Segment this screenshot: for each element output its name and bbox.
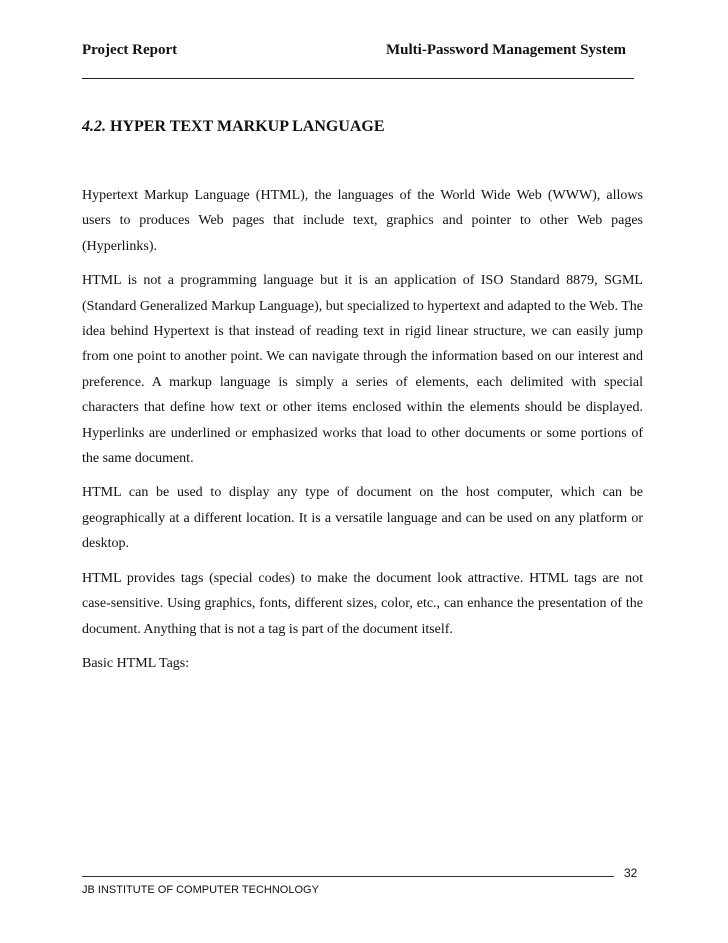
paragraph-intro: Hypertext Markup Language (HTML), the languages of the World Wide Web (WWW), allows users to produces Web pages that include text, graphics and pointer to other Web pages (Hyperlinks). — [82, 188, 643, 254]
paragraph-definition: HTML is not a programming language but it is an application of ISO Standard 8879, SGML (Standard Generalized Markup Language), but specialized to hypertext and adapted to the Web. The idea behind Hypertext is that instead of reading text in rigid linear structure, we can easily jump from one point to another point. We can navigate through the information based on our interest and preference. A markup language is simply a series of elements, each delimited with special characters that define how text or other items enclosed within the elements should be displayed. Hyperlinks are underlined or emphasized works that load to other documents or some portions of the same document. — [82, 273, 643, 467]
footer-institute: JB INSTITUTE OF COMPUTER TECHNOLOGY — [82, 884, 319, 896]
page-header — [82, 42, 640, 64]
section-title: HYPER TEXT MARKUP LANGUAGE — [110, 118, 385, 135]
header-left-title: Project Report — [82, 42, 178, 58]
section-heading — [82, 118, 385, 136]
page-number: 32 — [624, 866, 638, 880]
paragraph-tags: HTML provides tags (special codes) to make the document look attractive. HTML tags are not case-sensitive. Using graphics, fonts, different sizes, color, etc., can enhance the presentation of the document. Anything that is not a tag is part of the document itself. — [82, 570, 643, 637]
header-rule — [82, 78, 634, 79]
footer-rule — [82, 876, 614, 877]
header-right-title: Multi-Password Management System — [386, 42, 626, 58]
section-number: 4.2. — [82, 118, 106, 135]
body-text — [82, 183, 643, 685]
paragraph-versatility: HTML can be used to display any type of document on the host computer, which can be geographically at a different location. It is a versatile language and can be used on any platform or desktop. — [82, 485, 643, 552]
paragraph-basic-tags: Basic HTML Tags: — [82, 655, 190, 671]
